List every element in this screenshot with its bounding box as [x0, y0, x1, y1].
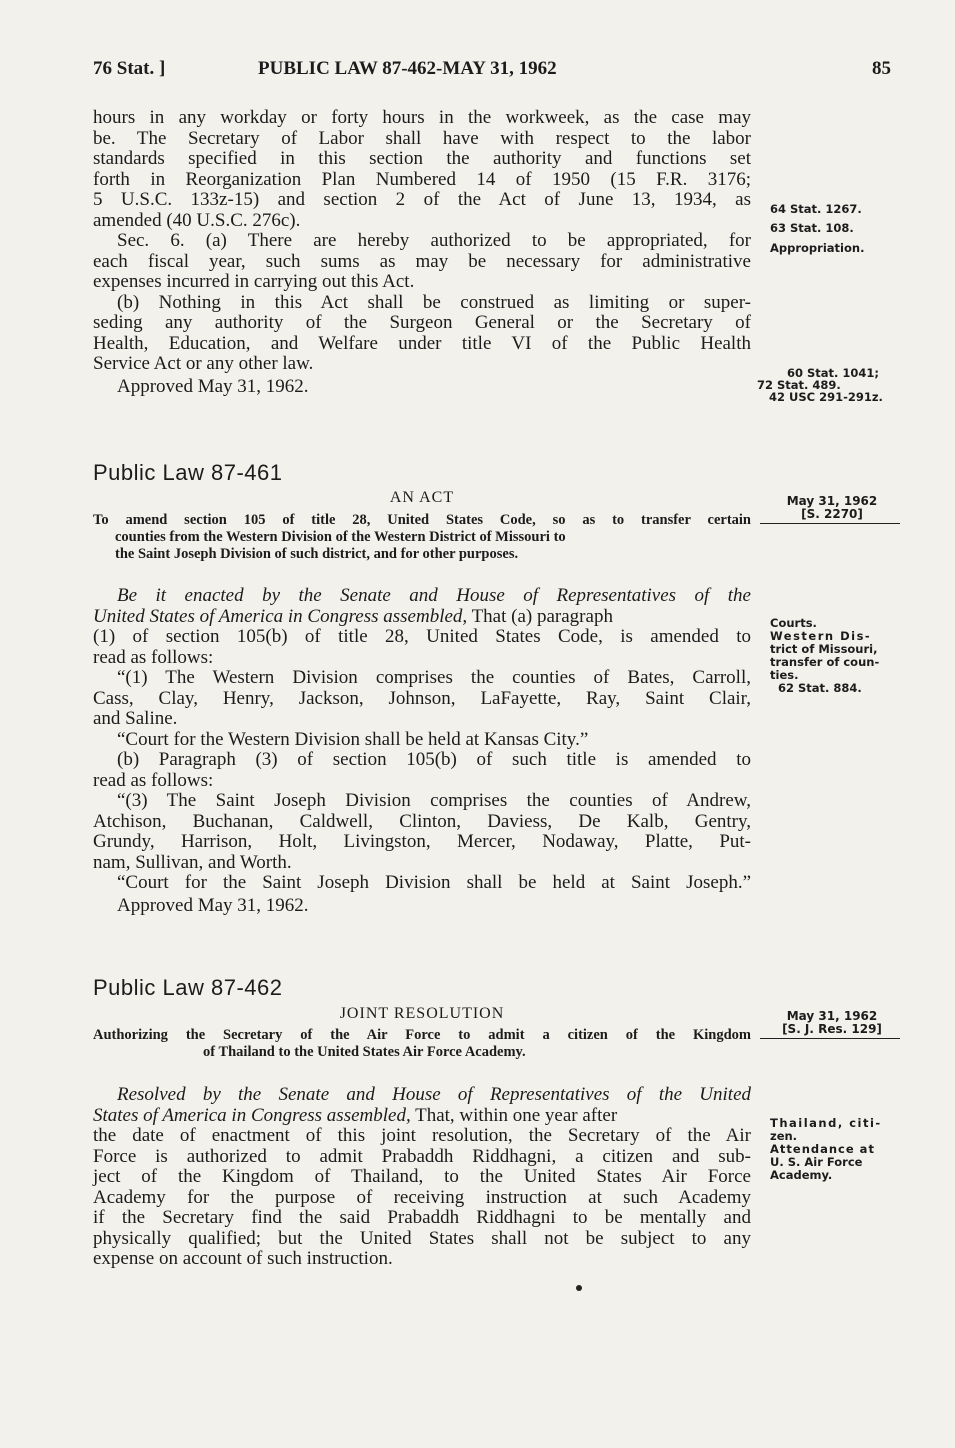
text-line: Grundy, Harrison, Holt, Livingston, Mercer, Nodaway, Platte, Put- — [93, 831, 751, 852]
text-line: of Thailand to the United States Air Force Academy. — [203, 1044, 526, 1060]
text-line: physically qualified; but the United States shall not be subject to any — [93, 1227, 751, 1249]
margin-note-stat: 42 USC 291-291z. — [769, 390, 883, 404]
margin-line: trict of Missouri, — [770, 642, 878, 656]
margin-rule — [760, 1038, 900, 1039]
act-summary — [93, 512, 751, 563]
text-line: each fiscal year, such sums as may be necessary for administrative — [93, 250, 751, 272]
text-line: 5 U.S.C. 133z-15) and section 2 of the Act of June 13, 1934, as — [93, 189, 751, 210]
text-line: Health, Education, and Welfare under title VI of the Public Health — [93, 332, 751, 354]
text-line: the Saint Joseph Division of such district, and for other purposes. — [115, 546, 519, 562]
text-line: “(1) The Western Division comprises the counties of Bates, Carroll, — [117, 667, 751, 688]
text-line: the date of enactment of this joint resolution, the Secretary of the Air — [93, 1125, 751, 1146]
margin-note-stat: 72 Stat. 489. — [757, 378, 841, 392]
text-line: Service Act or any other law. — [93, 353, 314, 374]
text-span: That, within one year after — [410, 1104, 618, 1126]
page-number: 85 — [872, 58, 891, 79]
text-line: ject of the Kingdom of Thailand, to the United States Air Force — [93, 1166, 751, 1187]
approved-line: Approved May 31, 1962. — [117, 894, 309, 916]
text-line: and Saline. — [93, 708, 178, 729]
text-line: seding any authority of the Surgeon General or the Secretary of — [93, 312, 751, 333]
text-line: To amend section 105 of title 28, United States Code, so as to transfer certain — [93, 512, 751, 528]
margin-note-stat: 63 Stat. 108. — [770, 221, 854, 235]
running-title: PUBLIC LAW 87-462-MAY 31, 1962 — [258, 58, 557, 79]
text-line: (b) Nothing in this Act shall be construed as limiting or super- — [117, 291, 751, 313]
text-line: “Court for the Western Division shall be held at Kansas City.” — [117, 728, 589, 750]
enacting-clause: United States of America in Congress assembled, — [93, 605, 468, 627]
approved-line: Approved May 31, 1962. — [117, 375, 309, 397]
margin-note-stat: 64 Stat. 1267. — [770, 202, 862, 216]
text-line: expense on account of such instruction. — [93, 1248, 393, 1269]
resolution-summary — [93, 1027, 751, 1061]
margin-line: zen. — [770, 1129, 798, 1143]
act-heading: AN ACT — [389, 489, 455, 506]
end-mark-dot — [576, 1285, 582, 1291]
law-title: Public Law 87-462 — [93, 975, 283, 1000]
text-line: read as follows: — [93, 646, 214, 668]
act-body — [93, 586, 751, 916]
resolving-clause: States of America in Congress assembled, — [93, 1104, 411, 1126]
text-line: (1) of section 105(b) of title 28, United States Code, is amended to — [93, 626, 751, 647]
margin-line: Attendance at — [770, 1142, 875, 1156]
margin-line: 62 Stat. 884. — [778, 681, 862, 695]
margin-line: Academy. — [770, 1168, 833, 1182]
resolution-heading: JOINT RESOLUTION — [339, 1005, 505, 1022]
text-line: be. The Secretary of Labor shall have with respect to the labor — [93, 127, 751, 149]
margin-line: U. S. Air Force — [770, 1155, 863, 1169]
text-span: That (a) paragraph — [467, 605, 613, 627]
text-line: Atchison, Buchanan, Caldwell, Clinton, Daviess, De Kalb, Gentry, — [93, 810, 751, 832]
continued-section — [93, 108, 751, 397]
text-line: Be it enacted by the Senate and House of Representatives of the — [117, 585, 751, 606]
text-line: forth in Reorganization Plan Numbered 14 of 1950 (15 F.R. 3176; — [93, 168, 751, 190]
enactment-date: May 31, 1962 — [786, 494, 878, 508]
text-line: if the Secretary find the said Prabaddh Riddhagni to be mentally and — [93, 1207, 751, 1228]
text-line: Academy for the purpose of receiving instruction at such Academy — [93, 1186, 751, 1208]
law-title: Public Law 87-461 — [93, 460, 283, 485]
text-line: Sec. 6. (a) There are hereby authorized to be appropriated, for — [117, 230, 751, 251]
text-line: (b) Paragraph (3) of section 105(b) of such title is amended to — [117, 749, 751, 770]
margin-line: ties. — [770, 668, 799, 682]
margin-line: Western Dis- — [770, 629, 872, 643]
text-line: Force is authorized to admit Prabaddh Riddhagni, a citizen and sub- — [93, 1145, 751, 1167]
text-line: counties from the Western Division of the Western District of Missouri to — [115, 529, 566, 545]
text-line: read as follows: — [93, 769, 214, 791]
margin-note-appropriation: Appropriation. — [770, 241, 865, 255]
margin-line: transfer of coun- — [770, 655, 880, 669]
enactment-date: May 31, 1962 — [786, 1009, 878, 1023]
text-line: “(3) The Saint Joseph Division comprises the counties of Andrew, — [117, 790, 751, 811]
text-line: expenses incurred in carrying out this Act. — [93, 271, 415, 292]
resolution-body — [93, 1085, 751, 1270]
text-line: nam, Sullivan, and Worth. — [93, 851, 292, 873]
bill-number: [S. 2270] — [801, 507, 863, 521]
text-line: Cass, Clay, Henry, Jackson, Johnson, LaFayette, Ray, Saint Clair, — [93, 687, 751, 709]
text-line: “Court for the Saint Joseph Division shall be held at Saint Joseph.” — [117, 872, 751, 893]
text-line: Authorizing the Secretary of the Air Force to admit a citizen of the Kingdom — [93, 1027, 751, 1043]
text-line: hours in any workday or forty hours in the workweek, as the case may — [93, 107, 751, 128]
margin-note-stat: 60 Stat. 1041; — [787, 366, 880, 380]
text-line: Resolved by the Senate and House of Representatives of the United — [117, 1084, 751, 1105]
bill-number: [S. J. Res. 129] — [782, 1022, 882, 1036]
stat-reference: 76 Stat. ] — [93, 58, 166, 79]
margin-notes-thailand — [770, 1117, 910, 1182]
text-line: amended (40 U.S.C. 276c). — [93, 209, 301, 231]
text-line: standards specified in this section the authority and functions set — [93, 148, 751, 169]
margin-notes-courts — [770, 617, 910, 695]
margin-line: Courts. — [770, 616, 817, 630]
margin-line: Thailand, citi- — [770, 1116, 882, 1130]
margin-rule — [760, 523, 900, 524]
